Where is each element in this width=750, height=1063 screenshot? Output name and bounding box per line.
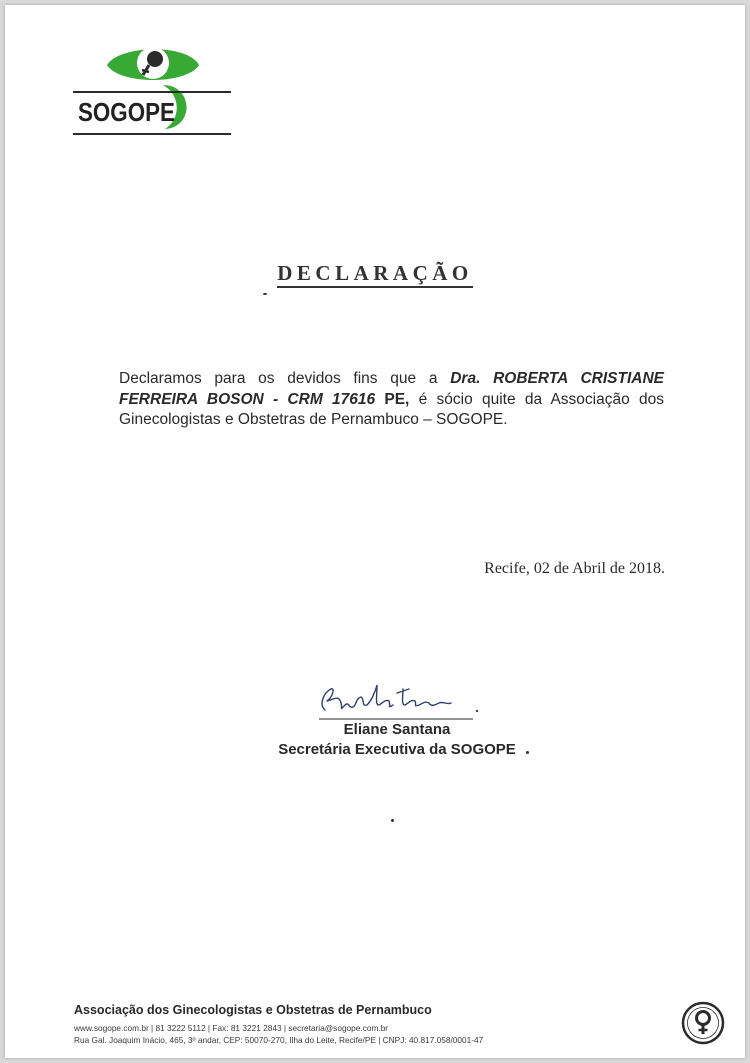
document-page <box>5 5 745 1058</box>
signatory-name: Eliane Santana <box>343 721 451 738</box>
body-rest: é sócio quite da Associação dos Ginecologistas e Obstetras de Pernambuco – SOGOPE. <box>119 390 664 428</box>
logo-text: SOGOPE <box>78 97 175 127</box>
member-name: Dra. ROBERTA CRISTIANE FERREIRA BOSON - CRM 17616 <box>119 370 664 408</box>
title-text: DECLARAÇÃO <box>277 261 473 288</box>
sogope-logo <box>71 41 233 141</box>
speck <box>391 819 394 822</box>
footer-organization: Associação dos Ginecologistas e Obstetras de Pernambuco <box>74 1003 432 1017</box>
footer-contact: www.sogope.com.br | 81 3222 5112 | Fax: 81 3221 2843 | secretaria@sogope.com.br <box>74 1023 389 1033</box>
body-intro: Declaramos para os devidos fins que a <box>119 370 451 387</box>
member-state: PE, <box>375 390 410 408</box>
footer-address: Rua Gal. Joaquim Inácio, 465, 3º andar, CEP: 50070-270, Ilha do Leite, Recife/PE | CNPJ: 40.817.058/0001-47 <box>74 1035 484 1045</box>
female-symbol-icon <box>681 1001 725 1045</box>
declaration-paragraph <box>119 369 664 431</box>
page-title <box>5 261 745 286</box>
signatory-role: Secretária Executiva da SOGOPE <box>278 741 516 758</box>
date-line: Recife, 02 de Abril de 2018. <box>484 560 665 577</box>
speck <box>263 293 267 295</box>
handwritten-signature <box>305 675 485 725</box>
speck <box>526 751 529 754</box>
